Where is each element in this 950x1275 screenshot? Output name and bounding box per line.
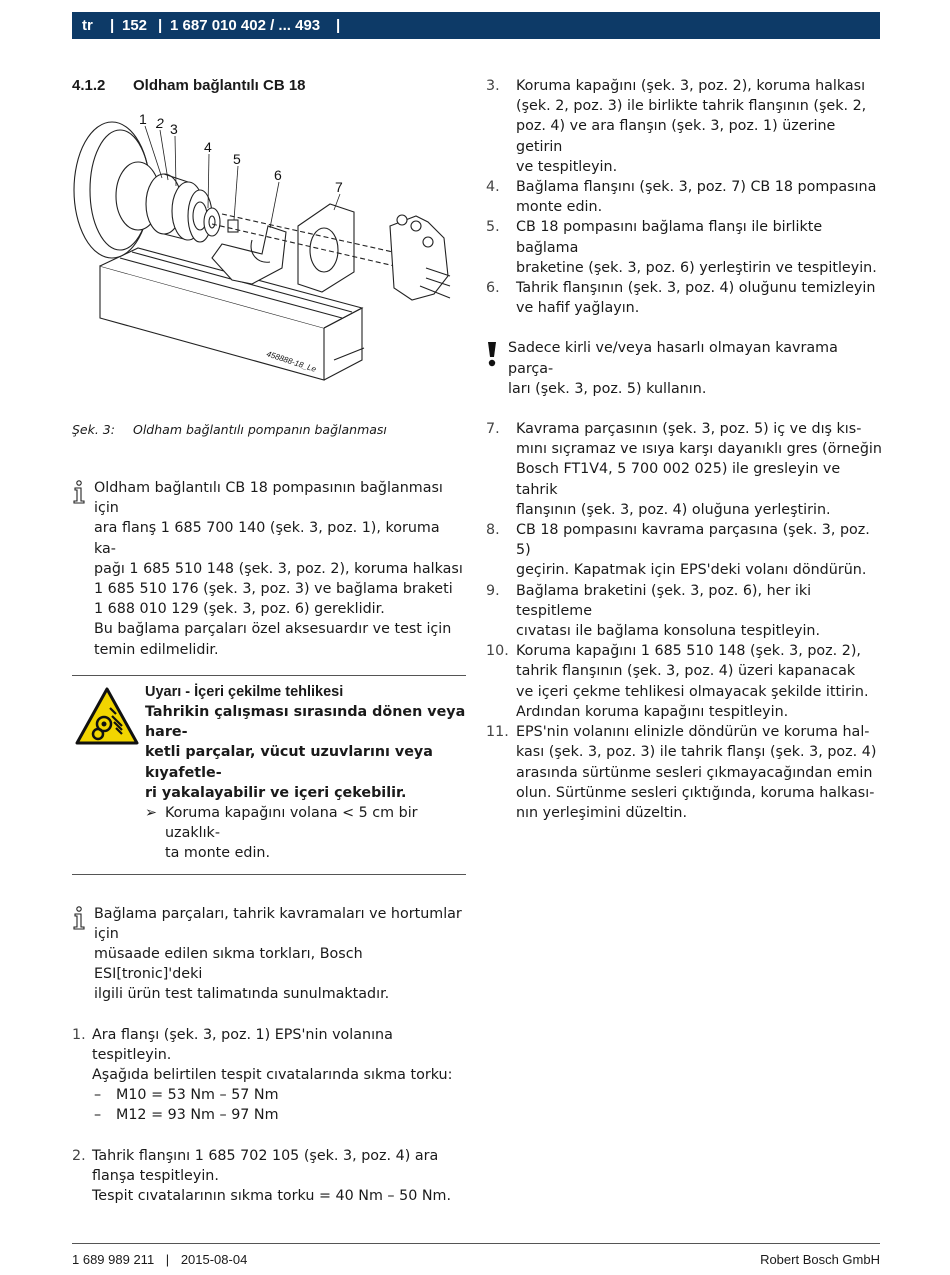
caution-line: ları (şek. 3, poz. 5) kullanın. [508,380,707,397]
note2-line: ilgili ürün test talimatında sunulmaktadır. [94,986,390,1003]
step-number: 3. [486,78,500,94]
step-line: Tespit cıvatalarının sıkma torku = 40 Nm – 50 Nm. [92,1188,452,1205]
callout-3: 3 [170,121,178,137]
step-line: Kavrama parçasının (şek. 3, poz. 5) iç ve dış kıs- [516,421,862,438]
caption-label: Şek. 3: [72,422,115,437]
callout-1: 1 [139,111,147,127]
dash-bullet: – [94,1107,102,1124]
step-number: 4. [486,179,500,196]
step-line: CB 18 pompasını bağlama flanşı ile birlikte bağlama [516,219,823,256]
arrow-bullet-icon: ➢ [145,805,157,822]
step-line: Bosch FT1V4, 5 700 002 025) ile gresleyin ve tahrik [516,461,841,498]
torque-value: M10 = 53 Nm – 57 Nm [116,1087,279,1104]
step-line: Aşağıda belirtilen tespit cıvatalarında sıkma torku: [92,1067,453,1084]
footer-date: 2015-08-04 [180,1252,248,1267]
caution-note [486,338,882,399]
step-1 [72,1025,466,1126]
warning-box [72,675,466,875]
exclamation-icon [486,341,498,367]
figure-code: 458888-18_Le [265,349,318,374]
header-docref: 1 687 010 402 / ... 493 [170,17,321,34]
note1-line: Oldham bağlantılı CB 18 pompasının bağlanması için [94,480,443,517]
step-line: mını sıçramaz ve ısıya karşı dayanıklı gres (örneğin [516,441,882,458]
warning-action-line: ta monte edin. [165,845,271,862]
footer-doc-number: 1 689 989 211 [72,1252,155,1267]
step-line: ve tespitleyin. [516,158,618,175]
page-header [72,12,880,39]
section-title: Oldham bağlantılı CB 18 [133,77,306,94]
torque-item [92,1085,466,1105]
warning-line: ketli parçalar, vücut uzuvlarını veya kıyafetle- [145,744,433,781]
entanglement-warning-icon [74,686,140,746]
step-line: Bağlama braketini (şek. 3, poz. 6), her iki tespitleme [516,582,812,619]
step-line: ve içeri çekme tehlikesi olmayacak şekilde ittirin. [516,683,869,700]
warning-action-line: Koruma kapağını volana < 5 cm bir uzaklık- [165,805,418,842]
caution-line: Sadece kirli ve/veya hasarlı olmayan kavrama parça- [508,340,838,377]
step-number: 8. [486,522,500,539]
pump-assembly-diagram [72,108,466,398]
step-line: arasında sürtünme sesleri çıkmayacağından emin [516,764,873,781]
step-10 [486,641,882,722]
info-note-1 [72,478,466,660]
step-line: kası (şek. 3, poz. 3) ile tahrik flanşı (şek. 3, poz. 4) [516,744,877,761]
note2-line: müsaade edilen sıkma torkları, Bosch ESI[tronic]'deki [94,946,363,983]
step-3 [486,76,882,177]
left-column [72,76,466,1206]
callout-4: 4 [204,139,212,155]
callout-5: 5 [233,151,241,167]
figure-caption [72,422,466,438]
step-11 [486,722,882,823]
right-column [486,76,882,823]
step-6 [486,278,882,318]
step-number: 5. [486,219,500,236]
step-line: braketine (şek. 3, poz. 6) yerleştirin ve tespitleyin. [516,259,877,276]
warning-line: ri yakalayabilir ve içeri çekebilir. [145,784,407,801]
step-line: Koruma kapağını (şek. 3, poz. 2), koruma halkası [516,78,866,94]
note2-line: Bağlama parçaları, tahrik kavramaları ve hortumlar için [94,905,462,942]
step-line: Koruma kapağını 1 685 510 148 (şek. 3, poz. 2), [516,643,861,660]
step-line: cıvatası ile bağlama konsoluna tespitleyin. [516,623,821,640]
step-line: Ara flanşı (şek. 3, poz. 1) EPS'nin volanına tespitleyin. [92,1026,393,1063]
step-line: Tahrik flanşının (şek. 3, poz. 4) oluğunu temizleyin [516,280,876,297]
step-2 [72,1146,466,1207]
warning-title: Uyarı - İçeri çekilme tehlikesi [145,683,344,700]
page-footer [72,1243,880,1267]
torque-value: M12 = 93 Nm – 97 Nm [116,1107,279,1124]
step-5 [486,217,882,278]
step-8 [486,520,882,581]
step-line: monte edin. [516,199,603,216]
torque-item [92,1105,466,1125]
header-sep-2: | [158,17,163,34]
warning-action [145,803,466,864]
footer-company: Robert Bosch GmbH [760,1252,880,1267]
caption-text: Oldham bağlantılı pompanın bağlanması [133,422,387,437]
step-number: 7. [486,421,500,438]
step-line: ve hafif yağlayın. [516,300,640,317]
step-number: 1. [72,1026,86,1043]
step-9 [486,581,882,642]
step-line: Ardından koruma kapağını tespitleyin. [516,703,789,720]
step-number: 6. [486,280,500,297]
step-line: flanşının (şek. 3, poz. 4) oluğuna yerleştirin. [516,501,831,518]
footer-separator: | [165,1252,170,1267]
callout-6: 6 [274,167,282,183]
section-number: 4.1.2 [72,77,106,94]
info-note-2 [72,904,466,1005]
info-icon [72,906,86,930]
step-line: EPS'nin volanını elinizle döndürün ve koruma hal- [516,724,870,741]
note1-line: 1 688 010 129 (şek. 3, poz. 6) gereklidir. [94,601,385,618]
note1-line: pağı 1 685 510 148 (şek. 3, poz. 2), koruma halkası [94,560,463,577]
dash-bullet: – [94,1087,102,1104]
step-line: tahrik flanşının (şek. 3, poz. 4) üzeri kapanacak [516,663,856,680]
step-line: Bağlama flanşını (şek. 3, poz. 7) CB 18 pompasına [516,179,877,196]
step-number: 11. [486,724,509,741]
info-icon [72,480,86,504]
step-line: CB 18 pompasını kavrama parçasına (şek. 3, poz. 5) [516,522,870,559]
header-lang: tr [82,17,93,34]
note1-line: temin edilmelidir. [94,641,219,658]
step-number: 9. [486,582,500,599]
step-line: olun. Sürtünme sesleri çıktığında, koruma halkası- [516,784,875,801]
header-sep-3: | [336,17,341,34]
step-7 [486,419,882,520]
step-line: nın yerleşimini düzeltin. [516,804,688,821]
warning-line: Tahrikin çalışması sırasında dönen veya hare- [145,704,466,741]
step-line: Tahrik flanşını 1 685 702 105 (şek. 3, poz. 4) ara [92,1147,439,1164]
step-4 [486,177,882,217]
step-line: flanşa tespitleyin. [92,1167,219,1184]
callout-2: 2 [156,115,164,131]
figure-3 [72,108,466,398]
header-sep-1: | [110,17,115,34]
note1-line: 1 685 510 176 (şek. 3, poz. 3) ve bağlama braketi [94,581,453,598]
header-page: 152 [122,17,148,34]
step-line: (şek. 2, poz. 3) ile birlikte tahrik flanşının (şek. 2, [516,98,867,115]
section-heading [72,76,466,96]
note1-line: ara flanş 1 685 700 140 (şek. 3, poz. 1), koruma ka- [94,520,440,557]
step-number: 2. [72,1147,86,1164]
callout-7: 7 [335,179,343,195]
note1-line: Bu bağlama parçaları özel aksesuardır ve test için [94,621,452,638]
step-line: poz. 4) ve ara flanşın (şek. 3, poz. 1) üzerine getirin [516,118,836,155]
step-number: 10. [486,643,509,660]
step-line: geçirin. Kapatmak için EPS'deki volanı döndürün. [516,562,867,579]
